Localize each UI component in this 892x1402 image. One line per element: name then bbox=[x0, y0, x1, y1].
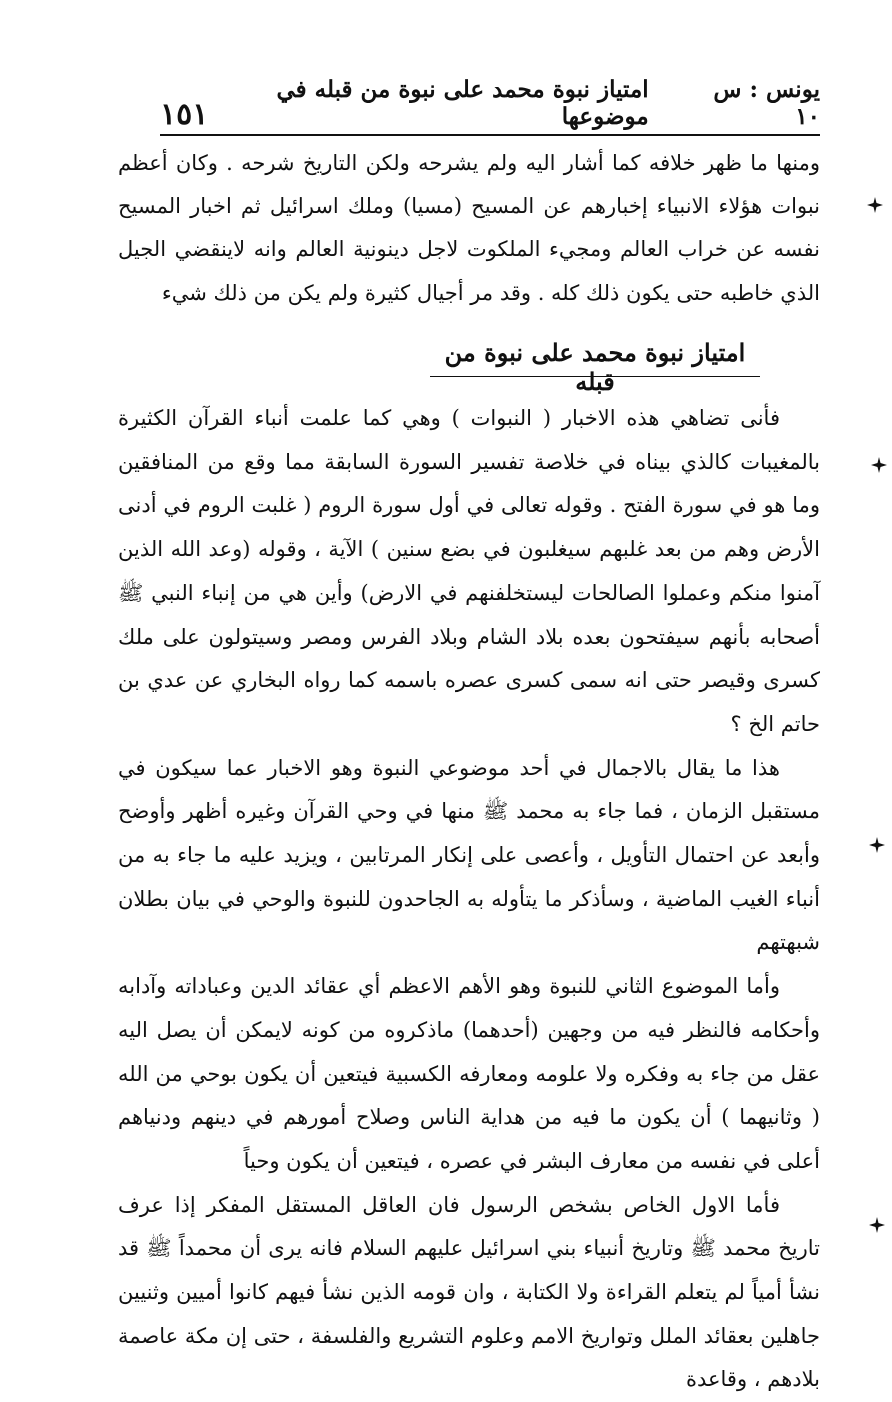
paragraph: ومنها ما ظهر خلافه كما أشار اليه ولم يشرحه ولكن التاريخ شرحه . وكان أعظم نبوات هؤلاء الانبياء إخبارهم عن المسيح (مسيا) وملك اسرائيل ثم اخبار المسيح نفسه عن خراب العالم ومجيء الملكوت لاجل دينونية العالم وانه لاينقضي الجيل الذي خاطبه حتى يكون ذلك كله . وقد مر أجيال كثيرة ولم يكن من ذلك شيء bbox=[118, 151, 820, 305]
paragraph: فأما الاول الخاص بشخص الرسول فان العاقل المستقل المفكر إذا عرف تاريخ محمد ﷺ وتاريخ أنبياء بني اسرائيل عليهم السلام فانه يرى أن محمداً ﷺ قد نشأ أمياً لم يتعلم القراءة ولا الكتابة ، وان قومه الذين نشأ فيهم كانوا أميين وثنيين جاهلين بعقائد الملل وتواريخ الامم وعلوم التشريع والفلسفة ، حتى إن مكة عاصمة بلادهم ، وقاعدة bbox=[118, 1192, 820, 1392]
section-1 bbox=[118, 142, 820, 315]
page-header bbox=[160, 76, 820, 136]
asterisk-mark-icon bbox=[866, 196, 884, 214]
paragraph: هذا ما يقال بالاجمال في أحد موضوعي النبوة وهو الاخبار عما سيكون في مستقبل الزمان ، فما جاء به محمد ﷺ منها في وحي القرآن وغيره أظهر وأوضح وأبعد عن احتمال التأويل ، وأعصى على إنكار المرتابين ، ويزيد عليه ما جاء به من أنباء الغيب الماضية ، وسأذكر ما يتأوله به الجاحدون للنبوة والوحي في بيان بطلان شبهتهم bbox=[118, 755, 820, 955]
header-title: امتياز نبوة محمد على نبوة من قبله في موضوعها bbox=[276, 76, 649, 130]
page-number: ١٥١ bbox=[160, 97, 209, 132]
header-group bbox=[208, 76, 820, 134]
paragraph: فأنى تضاهي هذه الاخبار ( النبوات ) وهي كما علمت أنباء القرآن الكثيرة بالمغيبات كالذي بيناه في خلاصة تفسير السورة السابقة مما وقع من المنافقين وما هو في سورة الفتح . وقوله تعالى في أول سورة الروم ( غلبت الروم في أدنى الأرض وهم من بعد غلبهم سيغلبون في بضع سنين ) الآية ، وقوله (وعد الله الذين آمنوا منكم وعملوا الصالحات ليستخلفنهم في الارض) وأين هي من إنباء النبي ﷺ أصحابه بأنهم سيفتحون بعده بلاد الشام وبلاد الفرس ومصر وسيتولون على ملك كسرى وقيصر حتى انه سمى كسرى عصره باسمه كما رواه البخاري عن عدي بن حاتم الخ ؟ bbox=[118, 406, 820, 736]
section-subtitle: امتياز نبوة محمد على نبوة من قبله bbox=[444, 338, 746, 396]
section-2 bbox=[118, 397, 820, 1402]
asterisk-mark-icon bbox=[870, 456, 888, 474]
subtitle-underline bbox=[430, 376, 760, 377]
header-surah: يونس : س ١٠ bbox=[713, 76, 820, 130]
asterisk-mark-icon bbox=[868, 836, 886, 854]
paragraph: وأما الموضوع الثاني للنبوة وهو الأهم الاعظم أي عقائد الدين وعباداته وآدابه وأحكامه فالنظر فيه من وجهين (أحدهما) ماذكروه من كونه لايمكن أن يصل اليه عقل من جاء به وفكره ولا علومه ومعارفه الكسبية فيتعين أن يكون بوحي من الله ( وثانيهما ) أن يكون ما فيه من هداية الناس وصلاح أمورهم في دينهم ودنياهم أعلى في نفسه من معارف البشر في عصره ، فيتعين أن يكون وحياً bbox=[118, 974, 820, 1173]
asterisk-mark-icon bbox=[868, 1216, 886, 1234]
